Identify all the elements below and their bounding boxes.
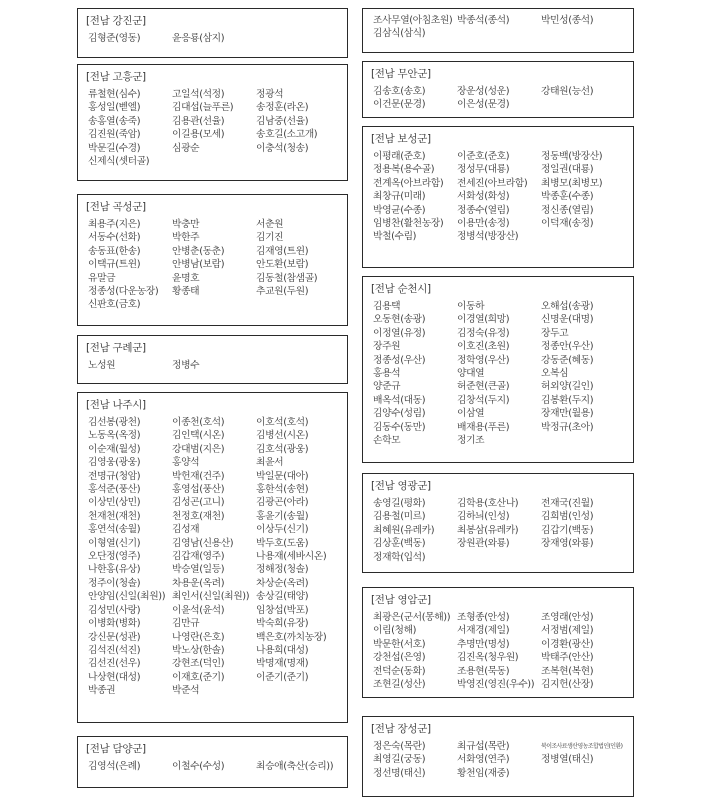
person-name: 이형열(신기) <box>88 537 141 549</box>
person-name: 박정규(초아) <box>541 421 594 433</box>
person-name: 차상순(옥려) <box>256 577 309 589</box>
person-name: 김병선(시온) <box>256 430 309 442</box>
person-name: 이순재(월성) <box>88 443 141 455</box>
person-name: 정신종(열림) <box>541 204 594 216</box>
person-name: 정병수 <box>172 360 200 371</box>
person-name: 정종성(우산) <box>373 354 426 366</box>
person-name: 김동철(참샘골) <box>256 272 318 284</box>
person-name: 정은숙(목란) <box>373 741 426 752</box>
person-name: 김창석(두지) <box>457 394 510 406</box>
person-name: 박충만 <box>172 219 200 230</box>
person-name: 박노상(한솔) <box>172 644 225 656</box>
person-name: 이정열(유정) <box>373 327 426 339</box>
person-name: 강대범(지은) <box>172 443 225 455</box>
region-title: [전남 구례군] <box>86 342 146 354</box>
region-title: [전남 순천시] <box>371 283 431 295</box>
person-name: 최병모(최병모) <box>541 177 603 189</box>
person-name: 홍양석 <box>172 457 200 469</box>
person-name: 최용주(지은) <box>88 219 141 230</box>
person-name: 심광순 <box>172 142 200 154</box>
person-name: 이종천(호석) <box>172 417 225 428</box>
person-name: 추명만(명성) <box>457 638 510 650</box>
person-name: 전명규(청암) <box>88 470 141 482</box>
region-box-naju <box>77 392 348 723</box>
person-name: 박영진(영진(우수)) <box>457 679 535 691</box>
region-box-yeongam <box>362 587 634 698</box>
person-name: 김인택(시온) <box>172 430 225 442</box>
person-name: 노동옥(옥정) <box>88 430 141 442</box>
person-name: 안양임(신일(최원)) <box>88 591 166 603</box>
person-name: 백은호(까치농장) <box>256 631 327 643</box>
person-name: 신제식(셋터골) <box>88 156 150 168</box>
person-name: 송홍열(송죽) <box>88 115 141 127</box>
person-name: 김성민(사랑) <box>88 604 141 616</box>
region-box-gangjin <box>77 8 348 58</box>
person-name: 정종안(우산) <box>541 341 594 353</box>
person-name: 조영래(안성) <box>541 612 594 623</box>
person-name: 황종태 <box>172 286 200 298</box>
person-name: 최광은(군서(몽해)) <box>373 612 451 623</box>
person-name: 김갑재(영주) <box>172 551 225 563</box>
person-name: 김석진(석진) <box>88 644 141 656</box>
person-name: 이경환(광산) <box>541 638 594 650</box>
person-name: 이호진(초원) <box>457 341 510 353</box>
person-name: 강신문(성관) <box>88 631 141 643</box>
person-name: 전재국(진월) <box>541 498 594 509</box>
person-name: 정해정(청솔) <box>256 564 309 576</box>
person-name: 전덕순(동화) <box>373 665 426 677</box>
person-name: 이길용(모세) <box>172 129 225 141</box>
person-name: 박두호(도움) <box>256 537 309 549</box>
person-name: 김삼식(삼식) <box>373 28 426 40</box>
person-name: 김선진(선우) <box>88 658 141 670</box>
person-name: 홍용석 <box>373 368 401 380</box>
person-name: 최영길(궁동) <box>373 754 426 766</box>
person-name: 서춘원 <box>256 219 284 230</box>
person-name: 전계옥(아브라함) <box>373 177 444 189</box>
person-name: 정광석 <box>256 89 284 100</box>
person-name: 나용희(대성) <box>256 644 309 656</box>
person-name: 홍석준(풍산) <box>88 484 141 496</box>
person-name: 김양수(성림) <box>373 408 426 420</box>
person-name: 이삼열 <box>457 408 485 420</box>
person-name: 서동수(선화) <box>88 232 141 244</box>
person-name: 오단정(영주) <box>88 551 141 563</box>
person-name: 추교원(두원) <box>256 286 309 298</box>
person-name: 장원관(와룡) <box>457 538 510 550</box>
person-name: 박종권 <box>88 685 116 697</box>
person-name: 노성원 <box>88 360 116 371</box>
person-name: 최윤서 <box>256 457 284 469</box>
person-name: 김희범(인성) <box>541 511 594 523</box>
person-name: 최봉삼(유레카) <box>457 524 519 536</box>
person-name: 정종수(열림) <box>457 204 510 216</box>
person-name: 이용만(송정) <box>457 218 510 230</box>
person-name: 이준기(준기) <box>256 671 309 683</box>
person-name: 정학영(우산) <box>457 354 510 366</box>
person-name: 이호석(호석) <box>256 417 309 428</box>
person-name: 김영석(은례) <box>88 761 141 772</box>
person-name: 김영웅(광웅) <box>88 457 141 469</box>
person-name: 김광곤(아라) <box>256 497 309 509</box>
name-list <box>371 740 633 780</box>
person-name: 정용복(용수골) <box>373 164 435 176</box>
person-name: 정성무(대룡) <box>457 164 510 176</box>
name-list <box>86 416 347 698</box>
person-name: 오해섭(송광) <box>541 301 594 312</box>
person-name: 배재용(푸른) <box>457 421 510 433</box>
person-name: 조복현(복현) <box>541 665 594 677</box>
person-name: 이재호(준기) <box>172 671 225 683</box>
person-name: 김동수(동만) <box>373 421 426 433</box>
person-name: 이림(청해) <box>373 625 417 637</box>
person-name: 양대열 <box>457 368 485 380</box>
name-list <box>371 300 633 447</box>
person-name: 김지헌(산장) <box>541 679 594 691</box>
person-name: 안병남(보람) <box>172 259 225 271</box>
person-name: 이건문(문경) <box>373 99 426 111</box>
person-name: 박종석(종석) <box>457 15 510 26</box>
person-name: 이윤석(윤석) <box>172 604 225 616</box>
region-title: [전남 나주시] <box>86 399 146 411</box>
person-name: 정재학(입석) <box>373 551 426 563</box>
person-name: 이동하 <box>457 301 485 312</box>
person-name: 오복심 <box>541 368 569 380</box>
person-name: 강현조(덕인) <box>172 658 225 670</box>
person-name: 북이조사료생산영농조합법인(인환) <box>541 743 623 750</box>
person-name: 박한주 <box>172 232 200 244</box>
person-name: 송영길(평화) <box>373 498 426 509</box>
person-name: 류철현(심수) <box>88 89 141 100</box>
person-name: 김남중(선율) <box>256 115 309 127</box>
region-title: [전남 장성군] <box>371 723 431 735</box>
name-list <box>371 150 633 244</box>
person-name: 김형준(영동) <box>88 33 141 44</box>
person-name: 김기진 <box>256 232 284 244</box>
person-name: 이평래(준호) <box>373 151 426 162</box>
person-name: 강태원(능선) <box>541 86 594 97</box>
person-name: 홍성일(벧엘) <box>88 102 141 114</box>
person-name: 최창규(미래) <box>373 191 426 203</box>
person-name: 김진옥(청우원) <box>457 652 519 664</box>
person-name: 나영란(은호) <box>172 631 225 643</box>
person-name: 허외양(길인) <box>541 381 594 393</box>
name-list <box>86 88 347 168</box>
person-name: 안도환(보람) <box>256 259 309 271</box>
person-name: 강천섭(은영) <box>373 652 426 664</box>
person-name: 오동현(송광) <box>373 314 426 326</box>
person-name: 김용관(선율) <box>172 115 225 127</box>
person-name: 유말금 <box>88 272 116 284</box>
person-name: 조용현(묵동) <box>457 665 510 677</box>
person-name: 박승열(일등) <box>172 564 225 576</box>
region-title: [전남 강진군] <box>86 15 146 27</box>
name-list <box>86 32 347 45</box>
person-name: 송호길(소고개) <box>256 129 318 141</box>
person-name: 정동백(방장산) <box>541 151 603 162</box>
person-name: 임창섭(박포) <box>256 604 309 616</box>
person-name: 서화성(화성) <box>457 191 510 203</box>
person-name: 강동준(혜동) <box>541 354 594 366</box>
person-name: 나상현(대성) <box>88 671 141 683</box>
person-name: 김만규 <box>172 618 200 630</box>
person-name: 신판호(금호) <box>88 299 141 311</box>
person-name: 김봉환(두지) <box>541 394 594 406</box>
person-name: 이은성(문경) <box>457 99 510 111</box>
person-name: 김하늬(인성) <box>457 511 510 523</box>
region-title: [전남 고흥군] <box>86 71 146 83</box>
person-name: 김성곤(고니) <box>172 497 225 509</box>
person-name: 송동표(한송) <box>88 245 141 257</box>
person-name: 천정호(재천) <box>172 510 225 522</box>
person-name: 윤응룡(삼지) <box>172 33 225 44</box>
region-title: [전남 영광군] <box>371 480 431 492</box>
person-name: 윤명호 <box>172 272 200 284</box>
person-name: 장재영(와룡) <box>541 538 594 550</box>
person-name: 김재영(트윈) <box>256 245 309 257</box>
person-name: 박철(수림) <box>373 231 417 243</box>
person-name: 신명운(대명) <box>541 314 594 326</box>
person-name: 박영균(수종) <box>373 204 426 216</box>
person-name: 장재만(월용) <box>541 408 594 420</box>
region-box-yeonggwang <box>362 473 634 573</box>
person-name: 황천임(재중) <box>457 767 510 779</box>
person-name: 천재천(재천) <box>88 510 141 522</box>
person-name: 김갑기(백동) <box>541 524 594 536</box>
person-name: 전세진(아브라함) <box>457 177 528 189</box>
person-name: 나용재(세바시온) <box>256 551 327 563</box>
person-name: 최승애(축산(승리)) <box>256 761 334 772</box>
person-name: 김용철(미르) <box>373 511 426 523</box>
person-name: 김호석(광웅) <box>256 443 309 455</box>
person-name: 배옥석(대동) <box>373 394 426 406</box>
person-name: 조사무열(아침초원) <box>373 15 453 26</box>
person-name: 양준규 <box>373 381 401 393</box>
person-name: 박민성(종석) <box>541 15 594 26</box>
name-list <box>86 760 347 773</box>
person-name: 홍윤기(송월) <box>256 510 309 522</box>
person-name: 박문길(수경) <box>88 142 141 154</box>
region-box-goheung <box>77 64 348 181</box>
region-title: [전남 곡성군] <box>86 201 146 213</box>
region-title: [전남 담양군] <box>86 743 146 755</box>
person-name: 장두고 <box>541 327 569 339</box>
person-name: 이택규(트윈) <box>88 259 141 271</box>
person-name: 정일권(대룡) <box>541 164 594 176</box>
region-title: [전남 무안군] <box>371 68 431 80</box>
region-box-jangseong <box>362 716 634 797</box>
person-name: 이철수(수성) <box>172 761 225 772</box>
person-name: 박일문(대아) <box>256 470 309 482</box>
person-name: 장주원 <box>373 341 401 353</box>
person-name: 송상길(태양) <box>256 591 309 603</box>
region-title: [전남 영암군] <box>371 594 431 606</box>
region-title: [전남 보성군] <box>371 133 431 145</box>
person-name: 김진원(죽암) <box>88 129 141 141</box>
person-name: 안병춘(동춘) <box>172 245 225 257</box>
person-name: 정기조 <box>457 435 485 447</box>
person-name: 이충석(청송) <box>256 142 309 154</box>
person-name: 이경열(희망) <box>457 314 510 326</box>
person-name: 정병석(방장산) <box>457 231 519 243</box>
person-name: 최인서(신일(최원)) <box>172 591 250 603</box>
region-box-gurye <box>77 335 348 384</box>
person-name: 홍연석(송월) <box>88 524 141 536</box>
person-name: 홍한석(송현) <box>256 484 309 496</box>
person-name: 박준석 <box>172 685 200 697</box>
person-name: 서재경(제일) <box>457 625 510 637</box>
region-box-boseong <box>362 126 634 268</box>
name-list <box>371 14 633 41</box>
person-name: 장운성(성운) <box>457 86 510 97</box>
region-box-suncheon <box>362 276 634 463</box>
person-name: 김용택 <box>373 301 401 312</box>
name-list <box>86 218 347 312</box>
person-name: 정선명(태신) <box>373 767 426 779</box>
person-name: 이병화(병화) <box>88 618 141 630</box>
person-name: 이상두(신기) <box>256 524 309 536</box>
person-name: 정병열(태신) <box>541 754 594 766</box>
person-name: 박명재(명재) <box>256 658 309 670</box>
name-list <box>371 497 633 564</box>
person-name: 나한홍(유상) <box>88 564 141 576</box>
person-name: 김학용(호산나) <box>457 498 519 509</box>
person-name: 홍영섭(풍산) <box>172 484 225 496</box>
person-name: 조형종(안성) <box>457 612 510 623</box>
person-name: 김송호(송호) <box>373 86 426 97</box>
person-name: 박헌재(건주) <box>172 470 225 482</box>
name-list <box>371 85 633 112</box>
region-box-muan <box>362 61 634 118</box>
person-name: 김영남(신용산) <box>172 537 234 549</box>
person-name: 김성재 <box>172 524 200 536</box>
person-name: 이준호(준호) <box>457 151 510 162</box>
person-name: 박태주(안산) <box>541 652 594 664</box>
person-name: 박종훈(수종) <box>541 191 594 203</box>
region-box-damyang <box>77 736 348 788</box>
person-name: 조현길(성산) <box>373 679 426 691</box>
person-name: 임병찬(활천농장) <box>373 218 444 230</box>
person-name: 최규섭(목란) <box>457 741 510 752</box>
person-name: 박문한(서호) <box>373 638 426 650</box>
region-box-continued <box>362 8 634 53</box>
person-name: 서화영(연주) <box>457 754 510 766</box>
person-name: 김선봉(광천) <box>88 417 141 428</box>
person-name: 정종성(다운농장) <box>88 286 159 298</box>
person-name: 송정훈(라온) <box>256 102 309 114</box>
person-name: 김대섭(늘푸른) <box>172 102 234 114</box>
name-list <box>371 611 633 691</box>
person-name: 김정숙(유정) <box>457 327 510 339</box>
person-name: 서정범(제일) <box>541 625 594 637</box>
person-name: 허준현(큰골) <box>457 381 510 393</box>
person-name: 손학모 <box>373 435 401 447</box>
person-name: 정주이(청솔) <box>88 577 141 589</box>
person-name: 최혜원(유레카) <box>373 524 435 536</box>
person-name: 김상훈(백동) <box>373 538 426 550</box>
person-name: 차용운(옥려) <box>172 577 225 589</box>
person-name: 박숙희(유장) <box>256 618 309 630</box>
person-name: 이상민(상민) <box>88 497 141 509</box>
region-box-gokseong <box>77 194 348 326</box>
person-name: 이덕재(송정) <box>541 218 594 230</box>
person-name: 고일석(석정) <box>172 89 225 100</box>
name-list <box>86 359 347 372</box>
